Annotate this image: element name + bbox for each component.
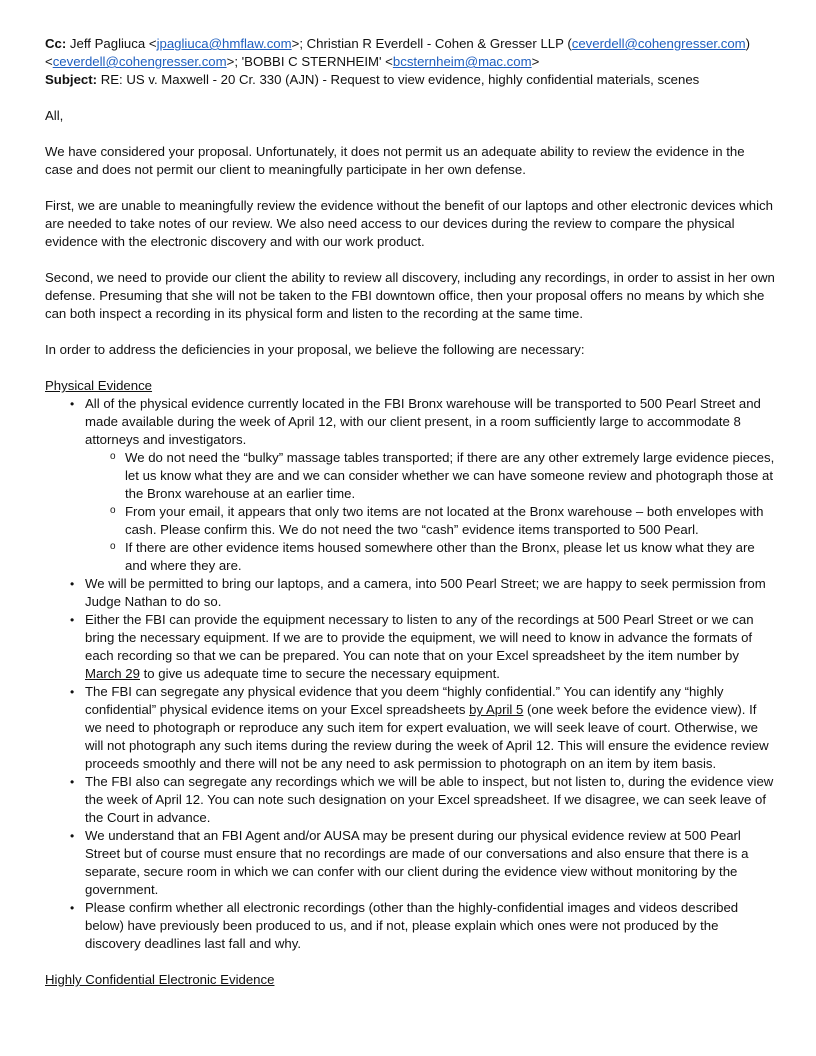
cc-line: Cc: Jeff Pagliuca <jpagliuca@hmflaw.com>; Christian R Everdell - Cohen & Gresser LLP (ceverdell@cohengresser.com) xyxy=(45,36,751,51)
paragraph-3: Second, we need to provide our client the ability to review all discovery, including any recordings, in order to assist in her own defense. Presuming that she will not be taken to the FBI downtown office, then your proposal offers no means by which she can both inspect a recording in its physical form and listen to the recording at the same time. xyxy=(45,270,775,321)
greeting: All, xyxy=(45,108,64,123)
physical-evidence-list xyxy=(45,395,775,953)
email-document xyxy=(45,35,775,989)
list-item: • All of the physical evidence currently located in the FBI Bronx warehouse will be transported to 500 Pearl Street and made available during the week of April 12, with our client present, in a room sufficiently large to accommodate 8 attorneys and investigators. o We do not need the “bulky” massage tables transported; if there are any other extremely large evidence pieces, let us know what they are and we can consider whether we can have someone review and photograph those at the Bronx warehouse at an earlier time. o From your email, it appears that only two items are not located at the Bronx warehouse – both envelopes with cash. Please confirm this. We do not need the two “cash” evidence items transported to 500 Pearl. o If there are other evidence items housed somewhere other than the Bronx, please let us know what they are and where they are. xyxy=(45,395,775,575)
section-heading-highly-confidential: Highly Confidential Electronic Evidence xyxy=(45,972,275,987)
deadline-march-29: March 29 xyxy=(85,666,140,681)
email-link-jpagliuca[interactable]: jpagliuca@hmflaw.com xyxy=(156,36,292,51)
list-item: • The FBI also can segregate any recordings which we will be able to inspect, but not listen to, during the evidence view the week of April 12. You can note such designation on your Excel spreadsheet. If we disagree, we can seek leave of the Court in advance. xyxy=(45,773,775,827)
sub-list-item: o If there are other evidence items housed somewhere other than the Bronx, please let us know what they are and where they are. xyxy=(85,539,775,575)
list-item: • We will be permitted to bring our laptops, and a camera, into 500 Pearl Street; we are happy to seek permission from Judge Nathan to do so. xyxy=(45,575,775,611)
subject-text: RE: US v. Maxwell - 20 Cr. 330 (AJN) - Request to view evidence, highly confidential materials, scenes xyxy=(100,72,700,87)
sub-list-item: o We do not need the “bulky” massage tables transported; if there are any other extremely large evidence pieces, let us know what they are and we can consider whether we can have someone review and photograph those at the Bronx warehouse at an earlier time. xyxy=(85,449,775,503)
section-heading-physical-evidence: Physical Evidence xyxy=(45,378,153,393)
cc-label: Cc: xyxy=(45,36,67,51)
sub-list-item: o From your email, it appears that only two items are not located at the Bronx warehouse – both envelopes with cash. Please confirm this. We do not need the two “cash” evidence items transported to 500 Pearl. xyxy=(85,503,775,539)
email-link-ceverdell[interactable]: ceverdell@cohengresser.com xyxy=(571,36,746,51)
list-item: • We understand that an FBI Agent and/or AUSA may be present during our physical evidence review at 500 Pearl Street but of course must ensure that no recordings are made of our conversations and also ensure that there is a separate, secure room in which we can confer with our client during the evidence view without monitoring by the government. xyxy=(45,827,775,899)
paragraph-4: In order to address the deficiencies in your proposal, we believe the following are necessary: xyxy=(45,342,585,357)
sub-list xyxy=(85,449,775,575)
deadline-april-5: by April 5 xyxy=(469,702,524,717)
subject-line xyxy=(45,71,775,89)
email-link-bcsternheim[interactable]: bcsternheim@mac.com xyxy=(392,54,532,69)
list-item: • Please confirm whether all electronic recordings (other than the highly-confidential images and videos described below) have previously been produced to us, and if not, please explain which ones were not produced by the discovery deadlines last fall and why. xyxy=(45,899,775,953)
paragraph-2: First, we are unable to meaningfully review the evidence without the benefit of our laptops and other electronic devices which are needed to take notes of our review. We also need access to our devices during the review to compare the physical evidence with the electronic discovery and with our work product. xyxy=(45,198,773,249)
paragraph-1: We have considered your proposal. Unfortunately, it does not permit us an adequate ability to review the evidence in the case and does not permit our client to meaningfully participate in her own defense. xyxy=(45,144,745,177)
subject-label: Subject: xyxy=(45,72,98,87)
list-item: • The FBI can segregate any physical evidence that you deem “highly confidential.” You can identify any “highly confidential” physical evidence items on your Excel spreadsheets by April 5 (one week before the evidence view). If we need to photograph or reproduce any such item for expert evaluation, we will seek leave of court. Otherwise, we will not photograph any such items during the review during the week of April 12. This will ensure the evidence review proceeds smoothly and there will not be any need to ask permission to photograph on an item by item basis. xyxy=(45,683,775,773)
email-link-ceverdell-2[interactable]: ceverdell@cohengresser.com xyxy=(52,54,227,69)
list-item: • Either the FBI can provide the equipment necessary to listen to any of the recordings at 500 Pearl Street or we can bring the necessary equipment. If we are to provide the equipment, we will need to know in advance the formats of each recording so that we can be prepared. You can note that on your Excel spreadsheet by the item number by March 29 to give us adequate time to secure the necessary equipment. xyxy=(45,611,775,683)
cc-line-2: <ceverdell@cohengresser.com>; 'BOBBI C STERNHEIM' <bcsternheim@mac.com> xyxy=(45,54,540,69)
